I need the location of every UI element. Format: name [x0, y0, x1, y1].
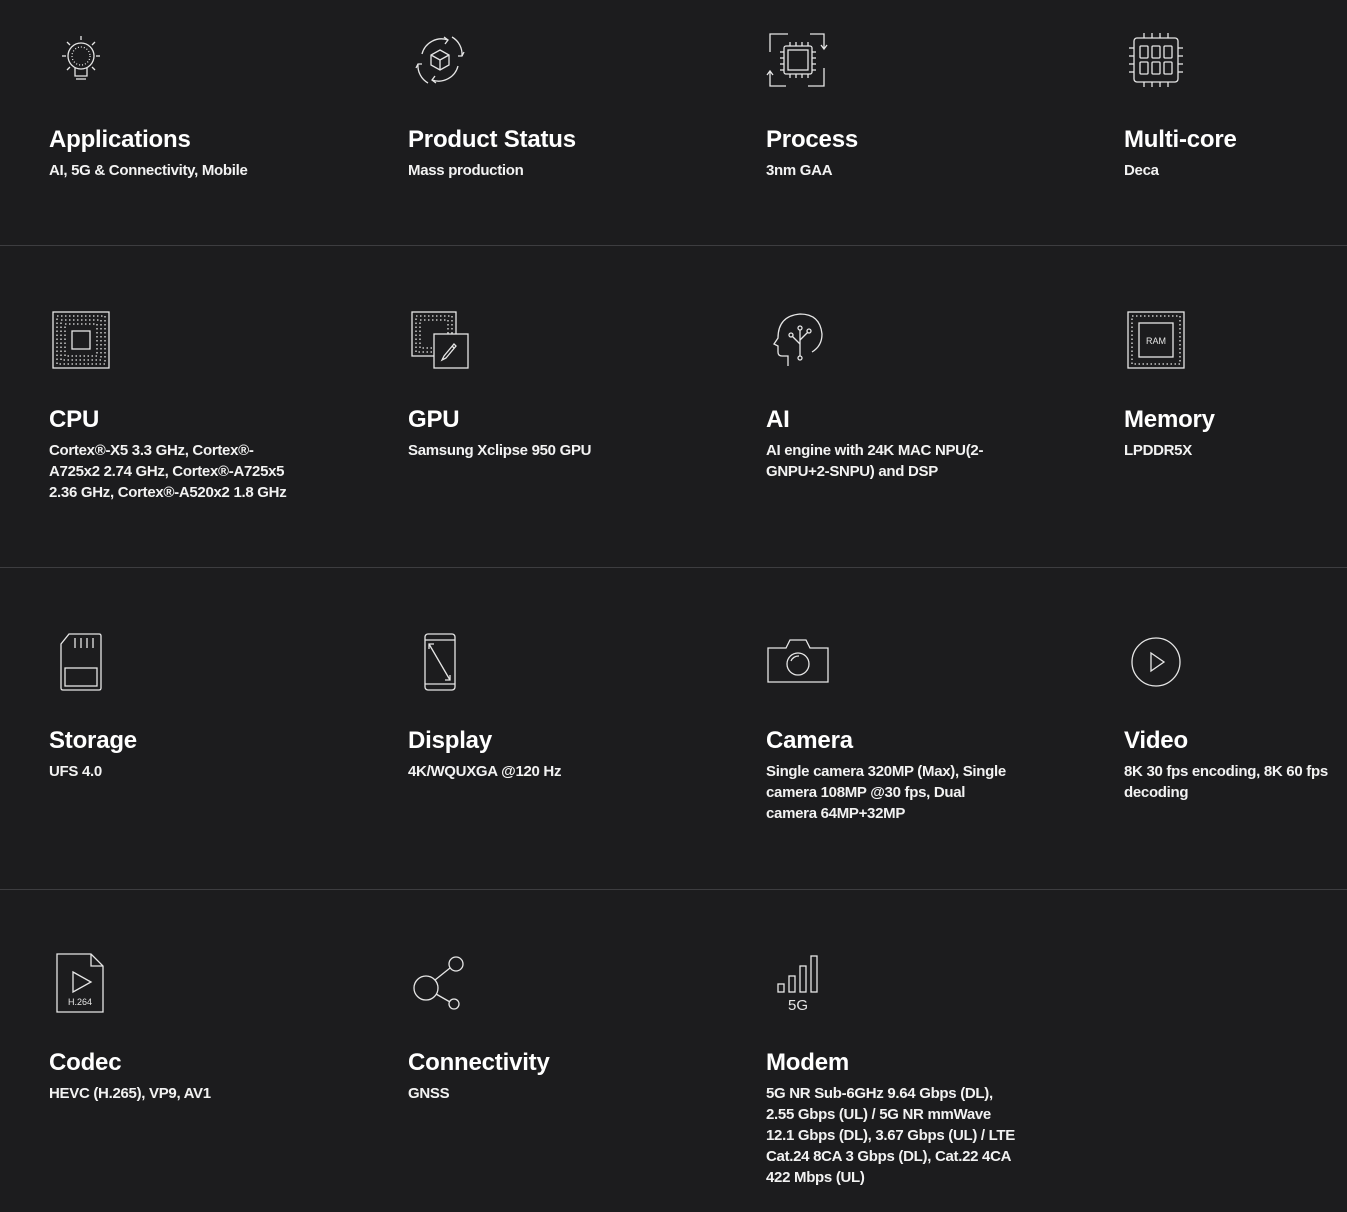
- spec-value: AI, 5G & Connectivity, Mobile: [49, 162, 248, 179]
- spec-value: Samsung Xclipse 950 GPU: [408, 442, 592, 459]
- gpu-icon: [408, 308, 472, 372]
- spec-value: UFS 4.0: [49, 763, 102, 780]
- spec-row: [0, 890, 1347, 1212]
- spec-value: Single camera 320MP (Max), Single camera 108MP @30 fps, Dual camera 64MP+32MP: [766, 763, 1006, 822]
- spec-row: [0, 246, 1347, 568]
- spec-value: 8K 30 fps encoding, 8K 60 fps decoding: [1124, 763, 1328, 801]
- spec-row: [0, 568, 1347, 890]
- spec-title: Video: [1124, 727, 1188, 754]
- share-connectivity-icon: [408, 952, 472, 1016]
- spec-title: Modem: [766, 1049, 850, 1076]
- spec-title: CPU: [49, 406, 100, 433]
- spec-title: Codec: [49, 1049, 122, 1076]
- spec-value: 5G NR Sub-6GHz 9.64 Gbps (DL), 2.55 Gbps (UL) / 5G NR mmWave 12.1 Gbps (DL), 3.67 Gbps (UL) / LTE Cat.24 8CA 3 Gbps (DL), Cat.22 4CA 422 Mbps (UL): [766, 1085, 1015, 1186]
- spec-title: Camera: [766, 727, 853, 754]
- spec-item-camera: [766, 568, 1066, 890]
- storage-card-icon: [49, 630, 113, 694]
- chip-process-icon: [766, 28, 830, 92]
- spec-item-modem: [766, 890, 1066, 1212]
- signal-5g-icon: [766, 952, 830, 1016]
- spec-title: Memory: [1124, 406, 1215, 433]
- spec-item-codec: [49, 890, 349, 1212]
- spec-value: HEVC (H.265), VP9, AV1: [49, 1085, 211, 1102]
- ram-icon: [1124, 308, 1188, 372]
- multi-core-icon: [1124, 28, 1188, 92]
- spec-item-storage: [49, 568, 349, 890]
- signal-label: 5G: [787, 997, 809, 1014]
- spec-title: Process: [766, 126, 858, 153]
- cpu-icon: [49, 308, 113, 372]
- spec-title: Product Status: [408, 126, 576, 153]
- product-cycle-icon: [408, 28, 472, 92]
- spec-title: Multi-core: [1124, 126, 1237, 153]
- spec-title: Display: [408, 727, 492, 754]
- camera-icon: [766, 630, 830, 694]
- spec-value: Cortex®-X5 3.3 GHz, Cortex®-A725x2 2.74 GHz, Cortex®-A725x5 2.36 GHz, Cortex®-A520x2 1.8 GHz: [49, 442, 287, 501]
- spec-value: GNSS: [408, 1085, 450, 1102]
- spec-value: 3nm GAA: [766, 162, 833, 179]
- spec-value: AI engine with 24K MAC NPU(2-GNPU+2-SNPU) and DSP: [766, 442, 984, 480]
- spec-item-connectivity: [408, 890, 708, 1212]
- spec-title: AI: [766, 406, 790, 433]
- ram-label: RAM: [1146, 336, 1166, 346]
- lightbulb-icon: [49, 28, 113, 92]
- video-play-icon: [1124, 630, 1188, 694]
- spec-title: Storage: [49, 727, 137, 754]
- spec-item-cpu: [49, 246, 349, 568]
- codec-file-icon: [49, 952, 113, 1016]
- spec-item-gpu: [408, 246, 708, 568]
- spec-value: Mass production: [408, 162, 524, 179]
- spec-item-memory: [1124, 246, 1347, 568]
- codec-label: H.264: [67, 997, 93, 1007]
- spec-item-video: [1124, 568, 1347, 890]
- spec-value: LPDDR5X: [1124, 442, 1192, 459]
- spec-item-display: [408, 568, 708, 890]
- ai-head-icon: [766, 308, 830, 372]
- spec-title: Connectivity: [408, 1049, 550, 1076]
- spec-item-ai: [766, 246, 1066, 568]
- spec-title: Applications: [49, 126, 191, 153]
- display-phone-icon: [408, 630, 472, 694]
- spec-value: Deca: [1124, 162, 1159, 179]
- spec-title: GPU: [408, 406, 460, 433]
- spec-value: 4K/WQUXGA @120 Hz: [408, 763, 562, 780]
